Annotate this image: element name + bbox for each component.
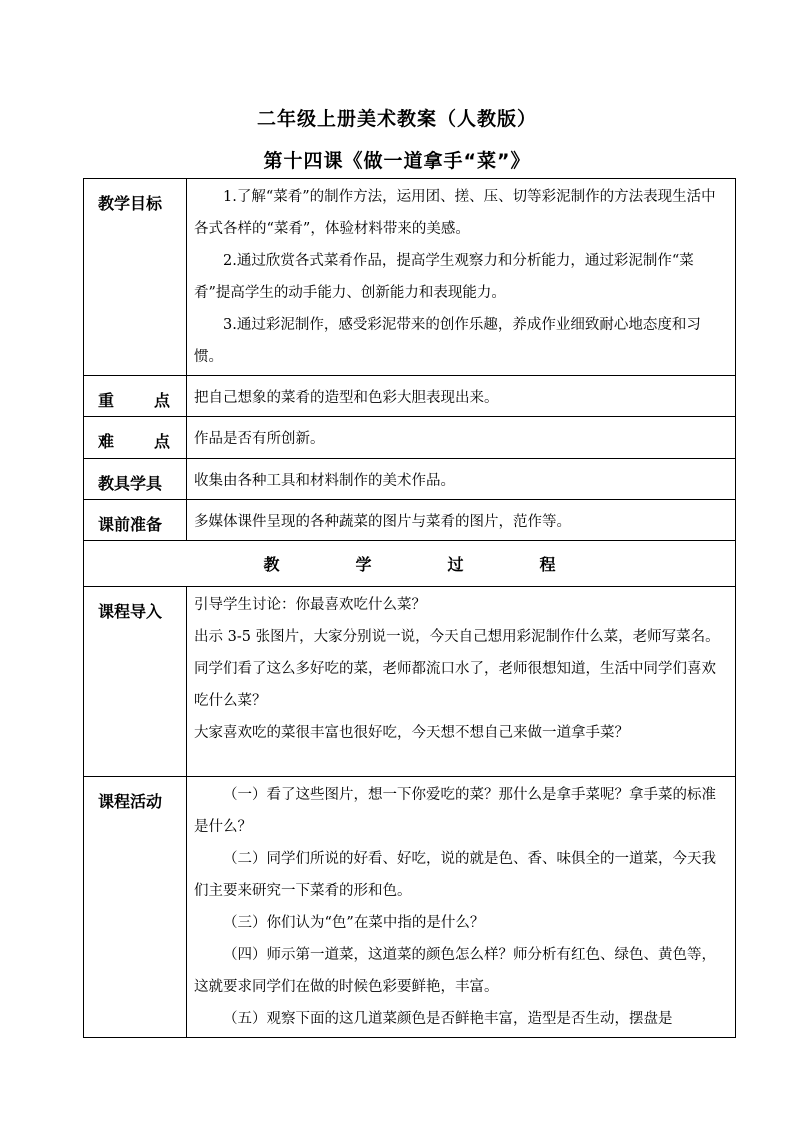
- label-char: 点: [154, 432, 171, 451]
- heading-char: 程: [539, 555, 556, 574]
- activity-paragraph: （五）观察下面的这几道菜颜色是否鲜艳丰富，造型是否生动，摆盘是: [223, 1011, 673, 1027]
- row-label: [84, 417, 187, 459]
- goal-item: 2.通过欣赏各式菜肴作品，提高学生观察力和分析能力，通过彩泥制作“菜肴”提高学生的动手能力、创新能力和表现能力。: [194, 253, 694, 301]
- table-row: [84, 541, 736, 587]
- table-row: [84, 777, 736, 1038]
- intro-paragraph: 引导学生讨论：你最喜欢吃什么菜？: [194, 597, 426, 613]
- process-heading: [84, 541, 736, 587]
- table-row: [84, 376, 736, 417]
- intro-paragraph: 出示 3-5 张图片，大家分别说一说，今天自己想用彩泥制作什么菜，老师写菜名。: [194, 629, 720, 645]
- key-point-text: 把自己想象的菜肴的造型和色彩大胆表现出来。: [187, 376, 736, 417]
- difficulty-text: 作品是否有所创新。: [187, 417, 736, 459]
- tools-text: 收集由各种工具和材料制作的美术作品。: [187, 459, 736, 500]
- activity-paragraph: （四）师示第一道菜，这道菜的颜色怎么样？师分析有红色、绿色、黄色等，这就要求同学们在做的时候色彩要鲜艳，丰富。: [194, 947, 716, 995]
- heading-char: 学: [355, 555, 372, 574]
- label-char: 点: [154, 391, 171, 410]
- table-row: [84, 417, 736, 459]
- row-label: 课程活动: [84, 777, 187, 1038]
- intro-paragraph: 大家喜欢吃的菜很丰富也很好吃，今天想不想自己来做一道拿手菜？: [194, 725, 629, 741]
- activity-paragraph: （三）你们认为“色”在菜中指的是什么？: [223, 915, 485, 931]
- document-title: 二年级上册美术教案（人教版）: [256, 108, 537, 130]
- lesson-title: 第十四课《做一道拿手“菜”》: [263, 150, 531, 172]
- goal-item: 1.了解“菜肴”的制作方法，运用团、搓、压、切等彩泥制作的方法表现生活中各式各样的“菜肴”，体验材料带来的美感。: [194, 189, 716, 237]
- label-char: 难: [98, 432, 115, 451]
- row-label: 教学目标: [84, 179, 187, 376]
- table-row: [84, 179, 736, 376]
- row-label: 教具学具: [84, 459, 187, 500]
- intro-content: [187, 587, 736, 777]
- activity-paragraph: （二）同学们所说的好看、好吃，说的就是色、香、味俱全的一道菜，今天我们主要来研究一下菜肴的形和色。: [194, 851, 716, 899]
- row-label: 课前准备: [84, 500, 187, 541]
- table-row: [84, 587, 736, 777]
- heading-char: 过: [447, 555, 464, 574]
- table-row: [84, 459, 736, 500]
- prep-text: 多媒体课件呈现的各种蔬菜的图片与菜肴的图片，范作等。: [187, 500, 736, 541]
- activity-paragraph: （一）看了这些图片，想一下你爱吃的菜？那什么是拿手菜呢？拿手菜的标准是什么？: [194, 787, 716, 835]
- table-row: [84, 500, 736, 541]
- row-label: [84, 376, 187, 417]
- goal-item: 3.通过彩泥制作，感受彩泥带来的创作乐趣，养成作业细致耐心地态度和习惯。: [194, 317, 701, 365]
- heading-char: 教: [263, 555, 280, 574]
- goals-content: [187, 179, 736, 376]
- label-char: 重: [98, 391, 115, 410]
- intro-paragraph: 同学们看了这么多好吃的菜，老师都流口水了，老师很想知道，生活中同学们喜欢吃什么菜？: [194, 661, 716, 709]
- lesson-plan-table: [83, 178, 736, 1038]
- row-label: 课程导入: [84, 587, 187, 777]
- activity-content: [187, 777, 736, 1038]
